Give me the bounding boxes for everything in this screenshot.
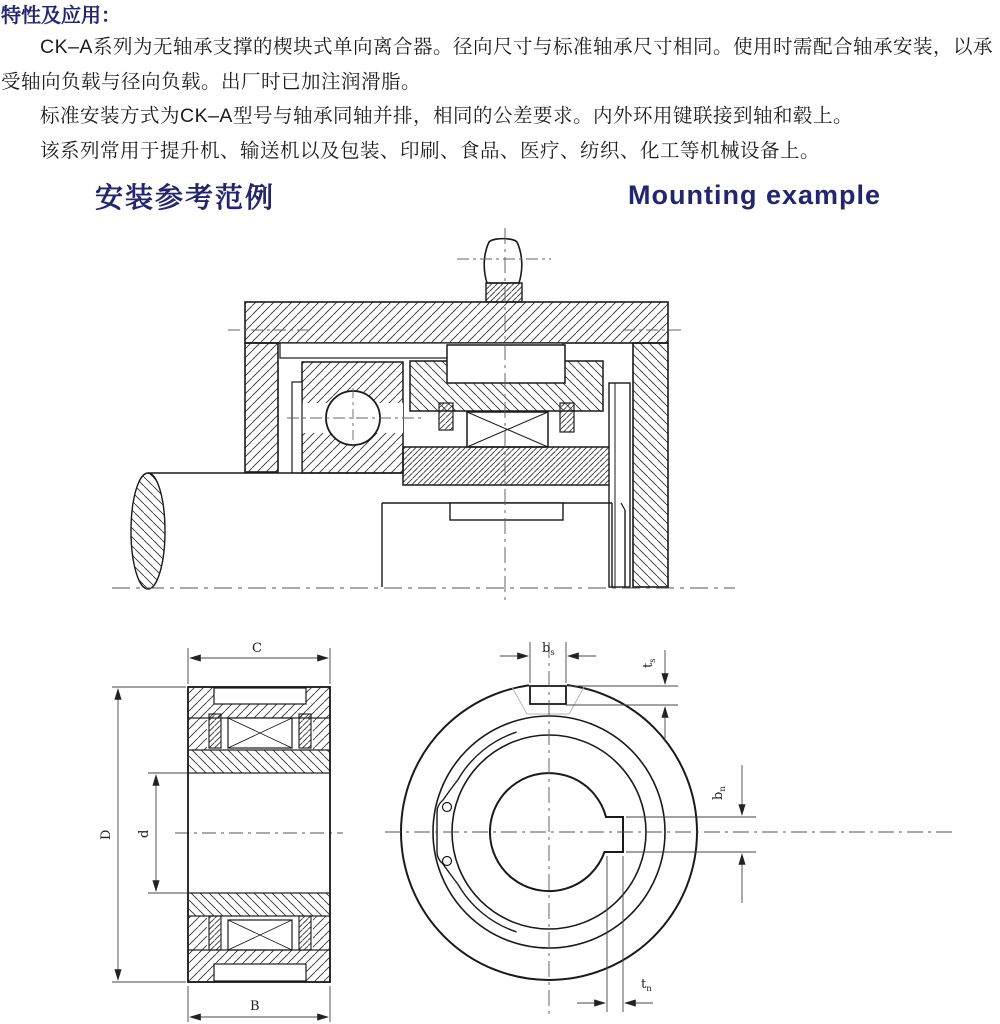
- grease-nipple: [457, 239, 551, 302]
- mounting-example-heading-zh: 安装参考范例: [95, 182, 276, 213]
- shaft: [131, 473, 625, 589]
- one-way-clutch: [403, 345, 610, 485]
- dim-label-C: C: [252, 641, 262, 656]
- dim-label-B: B: [250, 999, 260, 1014]
- dim-label-bs: $b_s$: [542, 641, 555, 658]
- outer-keyway-notch: [512, 679, 584, 714]
- housing-top-plate: [245, 302, 668, 343]
- dim-label-d: d: [137, 829, 152, 838]
- mounting-example-drawing: [112, 228, 735, 600]
- features-paragraph-3: 该系列常用于提升机、输送机以及包装、印刷、食品、医疗、纺织、化工等机械设备上。: [40, 139, 821, 162]
- dimension-C: [188, 641, 330, 684]
- front-view: [385, 641, 952, 1015]
- dim-label-D: D: [99, 829, 114, 840]
- dim-label-ts: $t_s$: [641, 658, 658, 668]
- features-heading: 特性及应用：: [1, 5, 121, 27]
- sprag-row-top: [209, 714, 311, 748]
- housing-left-block: [245, 343, 278, 472]
- technical-drawings: [0, 222, 1000, 1024]
- sprag-element: [467, 412, 548, 447]
- outer-key: [447, 345, 565, 383]
- dimension-ts: [566, 650, 678, 742]
- housing-right-block: [633, 343, 668, 587]
- dimension-bs: [500, 641, 596, 683]
- side-section-view: [99, 641, 343, 1022]
- sprag-row-bottom: [209, 916, 311, 950]
- dimension-tn: [577, 856, 653, 1012]
- dim-label-tn: $t_n$: [641, 977, 652, 994]
- mounting-example-heading-en: Mounting example: [628, 180, 882, 210]
- features-section: [0, 0, 1000, 168]
- dim-label-bn: $b_n$: [711, 786, 728, 800]
- features-paragraph-1: CK–A系列为无轴承支撑的楔块式单向离合器。径向尺寸与标准轴承尺寸相同。使用时需配合轴承安装，以承受轴向负载与径向负载。出厂时已加注润滑脂。: [1, 36, 993, 93]
- dimension-B: [188, 986, 330, 1022]
- features-paragraph-2: 标准安装方式为CK–A型号与轴承同轴并排，相同的公差要求。内外环用键联接到轴和毂上。: [40, 105, 853, 127]
